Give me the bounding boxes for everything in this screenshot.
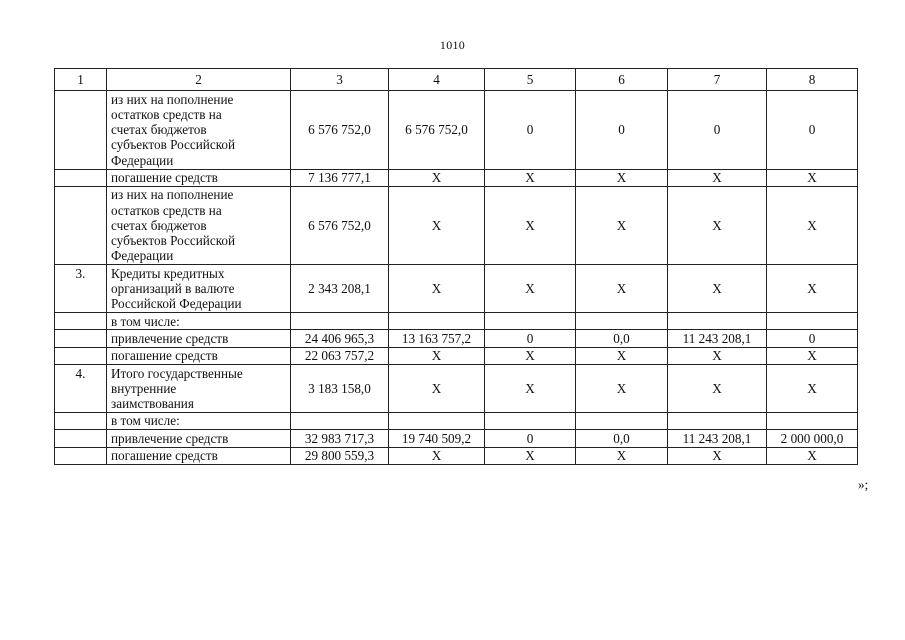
value-cell [389, 412, 485, 429]
row-number [55, 447, 107, 464]
value-cell: 13 163 757,2 [389, 330, 485, 347]
value-cell: 0 [485, 91, 576, 170]
value-cell [576, 412, 668, 429]
value-cell: Х [389, 447, 485, 464]
column-header: 3 [291, 69, 389, 91]
row-number [55, 347, 107, 364]
value-cell: 0,0 [576, 430, 668, 447]
value-cell: 2 000 000,0 [767, 430, 858, 447]
row-label: в том числе: [107, 412, 291, 429]
table-row [55, 330, 858, 347]
value-cell: Х [668, 365, 767, 413]
value-cell: 0,0 [576, 330, 668, 347]
value-cell: Х [485, 447, 576, 464]
row-label: привлечение средств [107, 330, 291, 347]
row-number [55, 169, 107, 186]
table-row [55, 265, 858, 313]
column-header: 1 [55, 69, 107, 91]
value-cell: Х [668, 186, 767, 265]
table-row [55, 91, 858, 170]
value-cell: 0 [668, 91, 767, 170]
value-cell [389, 313, 485, 330]
value-cell: Х [485, 186, 576, 265]
value-cell: 6 576 752,0 [291, 91, 389, 170]
row-label: Кредиты кредитных организаций в валюте Российской Федерации [107, 265, 291, 313]
value-cell: Х [576, 365, 668, 413]
header-row [55, 69, 858, 91]
value-cell [291, 313, 389, 330]
column-header: 6 [576, 69, 668, 91]
row-label: погашение средств [107, 347, 291, 364]
value-cell: Х [576, 186, 668, 265]
table-row [55, 186, 858, 265]
table-row [55, 347, 858, 364]
table-row [55, 365, 858, 413]
value-cell: Х [389, 265, 485, 313]
value-cell: 22 063 757,2 [291, 347, 389, 364]
row-label: Итого государственные внутренние заимствования [107, 365, 291, 413]
value-cell [668, 412, 767, 429]
value-cell [485, 412, 576, 429]
column-header: 4 [389, 69, 485, 91]
value-cell [767, 313, 858, 330]
column-header: 8 [767, 69, 858, 91]
table-row [55, 169, 858, 186]
column-header: 2 [107, 69, 291, 91]
value-cell [668, 313, 767, 330]
value-cell: 7 136 777,1 [291, 169, 389, 186]
value-cell: Х [668, 347, 767, 364]
row-label: из них на пополнение остатков средств на счетах бюджетов субъектов Российской Федерации [107, 186, 291, 265]
value-cell: Х [767, 265, 858, 313]
value-cell: 0 [485, 330, 576, 347]
value-cell: 6 576 752,0 [291, 186, 389, 265]
row-label: погашение средств [107, 169, 291, 186]
value-cell: Х [668, 447, 767, 464]
value-cell: 0 [767, 330, 858, 347]
closing-quote: »; [858, 477, 869, 492]
value-cell: 19 740 509,2 [389, 430, 485, 447]
value-cell: Х [389, 347, 485, 364]
value-cell: Х [485, 347, 576, 364]
value-cell: 24 406 965,3 [291, 330, 389, 347]
row-number [55, 430, 107, 447]
value-cell: Х [485, 169, 576, 186]
row-label: в том числе: [107, 313, 291, 330]
value-cell: 3 183 158,0 [291, 365, 389, 413]
column-header: 5 [485, 69, 576, 91]
value-cell: Х [576, 265, 668, 313]
table-row [55, 412, 858, 429]
row-label: из них на пополнение остатков средств на счетах бюджетов субъектов Российской Федерации [107, 91, 291, 170]
value-cell: 32 983 717,3 [291, 430, 389, 447]
row-number [55, 313, 107, 330]
row-number [55, 91, 107, 170]
table-row [55, 430, 858, 447]
value-cell: 0 [576, 91, 668, 170]
table-row [55, 313, 858, 330]
value-cell: Х [576, 169, 668, 186]
value-cell: 11 243 208,1 [668, 330, 767, 347]
value-cell: 2 343 208,1 [291, 265, 389, 313]
value-cell: Х [767, 365, 858, 413]
row-number: 3. [55, 265, 107, 313]
value-cell [767, 412, 858, 429]
value-cell: Х [767, 169, 858, 186]
value-cell [576, 313, 668, 330]
column-header: 7 [668, 69, 767, 91]
value-cell: Х [389, 365, 485, 413]
row-label: привлечение средств [107, 430, 291, 447]
row-number [55, 412, 107, 429]
value-cell: 6 576 752,0 [389, 91, 485, 170]
value-cell: Х [576, 347, 668, 364]
value-cell: Х [389, 186, 485, 265]
value-cell: Х [576, 447, 668, 464]
value-cell: 11 243 208,1 [668, 430, 767, 447]
row-number [55, 186, 107, 265]
value-cell: 0 [767, 91, 858, 170]
value-cell: Х [668, 169, 767, 186]
table-row [55, 447, 858, 464]
row-number [55, 330, 107, 347]
row-number: 4. [55, 365, 107, 413]
value-cell [291, 412, 389, 429]
page-number: 1010 [439, 38, 466, 52]
row-label: погашение средств [107, 447, 291, 464]
value-cell: Х [389, 169, 485, 186]
value-cell: Х [668, 265, 767, 313]
value-cell: Х [767, 347, 858, 364]
borrowing-table [54, 68, 858, 465]
value-cell: 0 [485, 430, 576, 447]
value-cell: Х [485, 365, 576, 413]
value-cell: Х [767, 447, 858, 464]
value-cell: 29 800 559,3 [291, 447, 389, 464]
value-cell [485, 313, 576, 330]
value-cell: Х [767, 186, 858, 265]
value-cell: Х [485, 265, 576, 313]
